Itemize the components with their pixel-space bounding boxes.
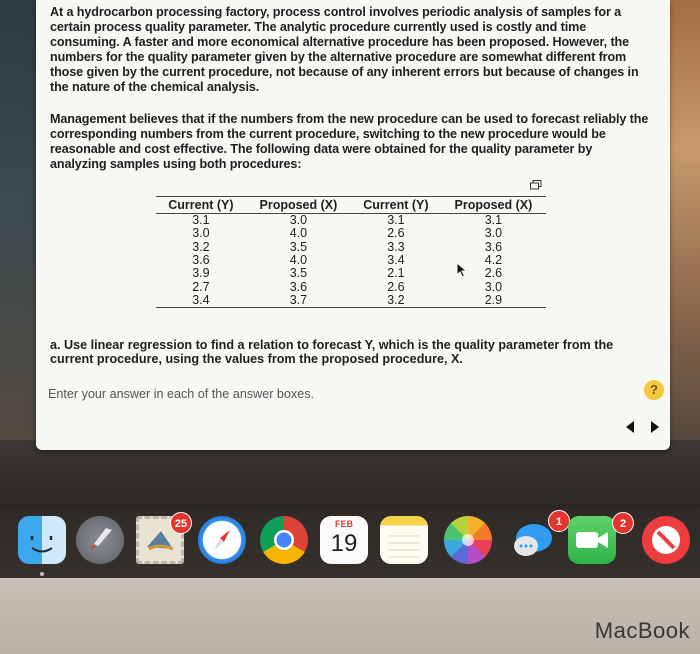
table-cell: 2.1 <box>387 266 405 281</box>
table-cell: 3.6 <box>289 279 308 294</box>
table-cell: 3.6 <box>192 252 210 267</box>
problem-window <box>36 0 670 450</box>
background-photo-left <box>0 0 40 500</box>
facetime-badge: 2 <box>612 512 634 534</box>
table-row <box>156 281 546 294</box>
table-cell: 4.0 <box>289 226 308 241</box>
table-row <box>156 227 546 240</box>
answer-instruction: Enter your answer in each of the answer boxes. <box>48 387 315 401</box>
table-row <box>156 267 546 280</box>
news-icon[interactable] <box>642 516 690 564</box>
table-cell: 3.1 <box>387 213 405 227</box>
photos-icon[interactable] <box>444 516 492 564</box>
table-cell: 4.0 <box>289 252 308 267</box>
table-cell: 3.5 <box>289 266 308 281</box>
data-table <box>156 196 546 308</box>
table-cell: 2.6 <box>387 226 405 241</box>
table-cell: 3.0 <box>484 226 503 241</box>
notes-icon[interactable] <box>380 516 428 564</box>
copy-table-icon[interactable] <box>530 180 542 190</box>
table-cell: 3.1 <box>484 213 503 227</box>
col-header-current-1: Current (Y) <box>156 197 246 214</box>
table-cell: 3.1 <box>192 213 210 227</box>
mail-badge: 25 <box>170 512 192 534</box>
next-arrow-icon[interactable] <box>649 420 661 434</box>
table-header-row <box>156 197 546 214</box>
table-cell: 3.0 <box>484 279 503 294</box>
running-indicator <box>40 572 44 576</box>
messages-badge: 1 <box>548 510 570 532</box>
device-brand-label: MacBook <box>594 618 690 643</box>
table-cell: 2.9 <box>441 294 546 308</box>
mouse-pointer-icon <box>456 262 468 278</box>
calendar-month: FEB <box>335 519 353 529</box>
laptop-bezel <box>0 578 700 654</box>
table-cell: 3.2 <box>351 294 441 308</box>
problem-intro: At a hydrocarbon processing factory, process control involves periodic analysis of samples for a certain process quality parameter. The analytic procedure currently used is costly and time consuming. A faster and more economical alternative procedure has been proposed. However, the numbers for the quality parameter given by the alternative procedure are somewhat different from those given by the current procedure, not because of any inherent errors but because of changes in the nature of the chemical analysis. <box>50 5 639 94</box>
table-cell: 3.5 <box>289 239 308 254</box>
table-cell: 3.3 <box>387 239 405 254</box>
table-cell: 4.2 <box>484 252 503 267</box>
table-cell: 3.0 <box>289 213 308 227</box>
table-cell: 3.7 <box>246 294 351 308</box>
finder-icon[interactable] <box>18 516 66 564</box>
table-cell: 3.9 <box>192 266 210 281</box>
help-button[interactable]: ? <box>644 380 664 400</box>
chrome-icon[interactable] <box>260 516 308 564</box>
table-cell: 3.2 <box>192 239 210 254</box>
table-row <box>156 294 546 308</box>
table-cell: 3.4 <box>387 252 405 267</box>
table-row <box>156 254 546 267</box>
launchpad-icon[interactable] <box>76 516 124 564</box>
table-cell: 2.6 <box>387 279 405 294</box>
col-header-proposed-1: Proposed (X) <box>246 197 351 214</box>
table-cell: 3.6 <box>484 239 503 254</box>
table-cell: 2.7 <box>192 279 210 294</box>
col-header-current-2: Current (Y) <box>351 197 441 214</box>
table-row <box>156 240 546 253</box>
table-cell: 3.0 <box>192 226 210 241</box>
background-photo-bottom <box>0 440 700 510</box>
question-a: a. Use linear regression to find a relation to forecast Y, which is the quality parameter from the current procedure, using the values from the proposed procedure, X. <box>50 338 614 366</box>
col-header-proposed-2: Proposed (X) <box>441 197 546 214</box>
facetime-icon[interactable] <box>568 516 616 564</box>
calendar-icon[interactable] <box>320 516 368 564</box>
table-cell: 3.4 <box>156 294 246 308</box>
table-row <box>156 214 546 228</box>
safari-icon[interactable] <box>198 516 246 564</box>
calendar-day: 19 <box>330 530 358 557</box>
previous-arrow-icon[interactable] <box>624 420 636 434</box>
problem-context: Management believes that if the numbers from the new procedure can be used to forecast reliably the corresponding numbers from the current procedure, switching to the new procedure would be reasonable and cost effective. The following data were obtained for the quality parameter by analyzing samples using both procedures: <box>50 112 649 171</box>
table-cell: 2.6 <box>484 266 503 281</box>
dock <box>0 508 700 578</box>
